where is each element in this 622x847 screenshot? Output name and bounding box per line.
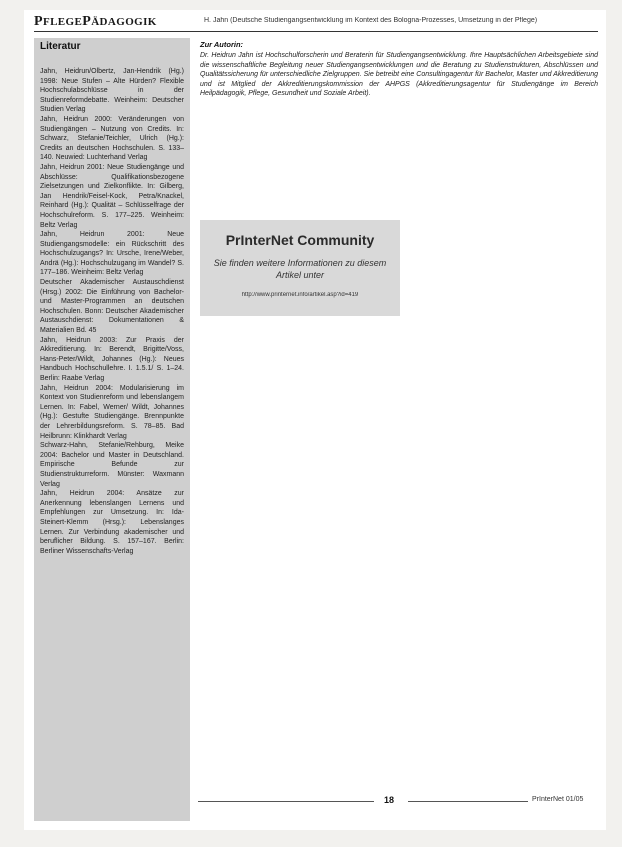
reference-item: Jahn, Heidrun 2001: Neue Studiengangsmodelle: ein Rückschritt des Hochschulzugangs? In: Ursche, Irene/Weber, Andrä (Hg.): Hochschulzugang im Wandel? S. 177–186. Weinheim: Beltz Verlag <box>40 231 184 277</box>
reference-item: Jahn, Heidrun 2003: Zur Praxis der Akkreditierung. In: Berendt, Brigitte/Voss, Hans-Peter/Wildt, Johannes (Hg.): Neues Handbuch Hochschullehre. I. 1.5.1/ S. 1–24. Berlin: Raabe Verlag <box>40 336 184 382</box>
footer-rule-left <box>198 801 374 802</box>
reference-item: Jahn, Heidrun 2004: Ansätze zur Anerkennung lebenslangen Lernens und Empfehlungen zur Umsetzung. In: Ida-Steinert-Klemm (Hrsg.): Lebenslanges Lernen. Zur Verbindung akademischer und beruflicher Bildung. S. 157–167. Berlin: Berliner Wissenschafts-Verlag <box>40 490 184 555</box>
printernet-subtitle: Sie finden weitere Informationen zu diesem Artikel unter <box>213 258 387 280</box>
printernet-box <box>200 220 400 316</box>
printernet-url[interactable]: http://www.printernet.info/artikel.asp?id=419 <box>241 292 359 298</box>
reference-item: Jahn, Heidrun/Olbertz, Jan-Hendrik (Hg.) 1998: Neue Stufen – Alte Hürden? Flexible Hochschulabschlüsse in der Studienreformdebatte. Weinheim: Deutscher Studien Verlag <box>40 68 184 114</box>
author-bio: Dr. Heidrun Jahn ist Hochschulforscherin und Beraterin für Studiengangsentwicklung. Ihre Hauptsächlichen Arbeitsgebiete sind die wissenschaftliche Begleitung neuer Studiengangsentwicklungen und die Beratung zu Studienstrukturen, Abschlüssen und Qualitätssicherung für unterschiedliche Zielgruppen. Sie betreibt eine Consultingagentur für Bachelor, Master und Akkreditierung und ist Mitglied der Akkreditierungskommission der AHPGS (Akkreditierungsagentur für Studiengänge im Bereich Heilpädagogik, Pflege, Gesundheit und Soziale Arbeit). <box>200 52 598 97</box>
printernet-title: PrInterNet Community <box>225 232 375 248</box>
page-number: 18 <box>384 795 395 805</box>
reference-item: Schwarz-Hahn, Stefanie/Rehburg, Meike 2004: Bachelor und Master in Deutschland. Empirische Befunde zur Studienstrukturreform. Münster: Waxmann Verlag <box>40 442 184 488</box>
journal-issue: PrInterNet 01/05 <box>532 796 584 803</box>
footer-rule-right <box>408 801 528 802</box>
journal-brand: PFLEGEPÄDAGOGIK <box>34 14 157 29</box>
reference-item: Jahn, Heidrun 2001: Neue Studiengänge und Abschlüsse: Qualifikationsbezogene Zielsetzungen und Zielkonflikte. In: Gilberg, Jan Hendrik/Feisel-Kock, Petra/Knackel, Reinhard (Hg.): Qualität – Schlüsselfrage der Hochschulreform. S. 177–225. Weinheim: Beltz Verlag <box>40 163 184 229</box>
author-heading: Zur Autorin: <box>200 40 244 49</box>
reference-list <box>40 67 184 556</box>
reference-item: Deutscher Akademischer Austauschdienst (Hrsg.) 2002: Die Einführung von Bachelor- und Master-Programmen an deutschen Hochschulen. Bonn: Deutscher Akademischer Austauschdienst: Dokumentationen & Materialien Bd. 45 <box>40 279 184 335</box>
running-head: H. Jahn (Deutsche Studiengangsentwicklung im Kontext des Bologna-Prozesses, Umsetzung in der Pflege) <box>204 17 538 24</box>
reference-item: Jahn, Heidrun 2000: Veränderungen von Studiengängen – Nutzung von Credits. In: Schwarz, Stefanie/Teichler, Ulrich (Hg.): Credits an deutschen Hochschulen. S. 133–140. Neuwied: Luchterhand Verlag <box>40 115 184 162</box>
literature-title: Literatur <box>40 41 81 52</box>
reference-item: Jahn, Heidrun 2004: Modularisierung im Kontext von Studienreform und lebenslangem Lernen. In: Fabel, Werner/ Wildt, Johannes (Hg.): Gestufte Studiengänge. Brennpunkte der Lehrerbildungsreform. S. 78–85. Bad Heilbrunn: Klinkhardt Verlag <box>40 384 184 440</box>
header-rule <box>34 31 598 32</box>
